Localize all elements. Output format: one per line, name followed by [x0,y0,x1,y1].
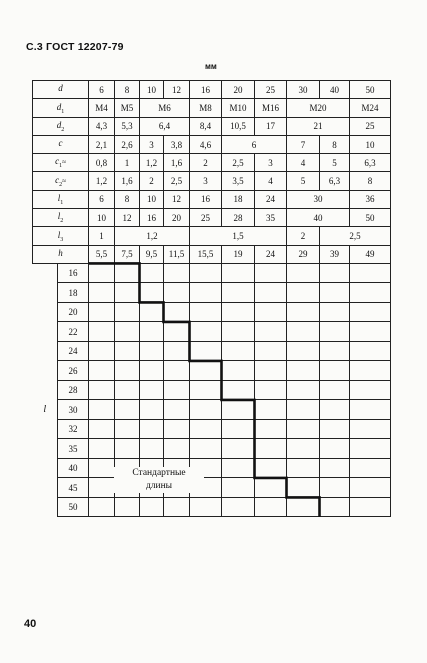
grid-cell [222,439,255,459]
grid-cell [320,439,350,459]
grid-cell [89,439,115,459]
length-row [33,400,391,420]
table-cell: 17 [255,117,287,135]
param-symbol: c [58,138,63,149]
grid-cell [89,380,115,400]
grid-cell [115,283,140,303]
grid-cell [164,439,190,459]
grid-cell [222,497,255,517]
table-cell: 4 [255,172,287,190]
grid-cell [164,361,190,381]
table-cell: 39 [320,245,350,263]
length-value: 30 [58,400,89,420]
length-row [33,497,391,517]
table-cell: 8 [350,172,391,190]
param-row [33,245,391,263]
grid-cell [115,263,140,283]
table-cell: 1,2 [115,227,190,245]
param-row [33,172,391,190]
table-cell: 3 [190,172,222,190]
table-cell: 6 [89,190,115,208]
length-axis-label [33,263,58,283]
table-cell: 36 [350,190,391,208]
grid-cell [115,419,140,439]
standard-label-line-1: Стандартные [132,468,186,478]
grid-cell [190,419,222,439]
grid-cell [89,478,115,498]
table-cell: 10 [350,135,391,153]
param-row [33,81,391,99]
grid-cell [140,302,164,322]
grid-cell [255,283,287,303]
table-cell: 3,8 [164,135,190,153]
grid-cell [222,380,255,400]
table-cell: 20 [222,81,255,99]
grid-cell [320,497,350,517]
length-axis-label [33,380,58,400]
table-cell: 21 [287,117,350,135]
table-cell: 12 [115,209,140,227]
grid-cell [320,400,350,420]
table-cell: 16 [190,190,222,208]
grid-cell [255,419,287,439]
table-cell: 6,3 [320,172,350,190]
unit-label: мм [205,62,217,71]
grid-cell [115,497,140,517]
table-cell: 0,8 [89,154,115,172]
param-label [33,227,89,245]
table-cell: 1,6 [164,154,190,172]
grid-cell [164,283,190,303]
length-value: 24 [58,341,89,361]
length-row [33,419,391,439]
table-cell: 2,6 [115,135,140,153]
length-row [33,263,391,283]
grid-cell [350,361,391,381]
grid-cell [89,400,115,420]
grid-cell [320,419,350,439]
length-axis-label [33,439,58,459]
grid-cell [115,361,140,381]
length-row [33,302,391,322]
grid-cell [320,341,350,361]
grid-cell [115,302,140,322]
grid-cell [164,322,190,342]
grid-cell [350,380,391,400]
table-cell: 8 [320,135,350,153]
grid-cell [350,400,391,420]
grid-cell [350,478,391,498]
length-axis-label [33,497,58,517]
grid-cell [115,400,140,420]
grid-cell [255,439,287,459]
param-subscript: 2 [59,181,63,188]
length-value: 26 [58,361,89,381]
table-cell: 4,6 [190,135,222,153]
table-cell: 5,5 [89,245,115,263]
param-label [33,245,89,263]
grid-cell [164,419,190,439]
table-cell: 8 [115,81,140,99]
table-cell: 6,4 [140,117,190,135]
grid-cell [287,419,320,439]
table-cell: 12 [164,190,190,208]
table-cell: 1,5 [190,227,287,245]
grid-cell [222,341,255,361]
length-row [33,341,391,361]
param-row [33,117,391,135]
grid-cell [255,478,287,498]
param-label [33,117,89,135]
grid-cell [320,283,350,303]
param-label [33,135,89,153]
table-cell: 2,5 [320,227,391,245]
grid-cell [89,419,115,439]
table-cell: 4,3 [89,117,115,135]
table-cell: 10,5 [222,117,255,135]
grid-cell [164,380,190,400]
grid-cell [190,380,222,400]
param-subscript: 1 [61,108,65,115]
table-cell: 6 [222,135,287,153]
table-cell: 3 [255,154,287,172]
grid-cell [222,458,255,478]
grid-cell [255,380,287,400]
page-header: С.3 ГОСТ 12207-79 [26,41,124,53]
grid-cell [222,478,255,498]
table-cell: 16 [190,81,222,99]
standard-label-line-2: длины [145,481,173,491]
grid-cell [350,419,391,439]
grid-cell [255,400,287,420]
param-subscript: 2 [60,218,64,225]
grid-cell [89,458,115,478]
grid-cell [115,322,140,342]
param-suffix: ≈ [62,158,66,167]
table-cell: 2 [140,172,164,190]
grid-cell [164,400,190,420]
table-cell: 10 [140,81,164,99]
length-row [33,478,391,498]
table-cell: 5 [320,154,350,172]
grid-cell [222,322,255,342]
table-cell: 49 [350,245,391,263]
table-cell: 25 [190,209,222,227]
grid-cell [190,497,222,517]
length-value: 40 [58,458,89,478]
grid-cell [89,497,115,517]
grid-cell [164,302,190,322]
param-row [33,209,391,227]
table-cell: M4 [89,99,115,117]
length-row [33,439,391,459]
table-cell: 24 [255,245,287,263]
length-axis-label [33,419,58,439]
param-row [33,99,391,117]
grid-cell [350,458,391,478]
table-cell: 7,5 [115,245,140,263]
grid-cell [350,497,391,517]
grid-cell [164,497,190,517]
table-cell: 10 [89,209,115,227]
table-cell: 29 [287,245,320,263]
table-cell: 8 [115,190,140,208]
table-cell: 40 [320,81,350,99]
length-value: 22 [58,322,89,342]
length-value: 35 [58,439,89,459]
grid-cell [287,322,320,342]
grid-cell [287,380,320,400]
grid-cell [287,458,320,478]
param-row [33,135,391,153]
grid-cell [140,322,164,342]
table-cell: 1,2 [140,154,164,172]
grid-cell [255,361,287,381]
grid-cell [287,283,320,303]
grid-cell [320,478,350,498]
param-subscript: 2 [61,126,65,133]
dimension-table [32,80,391,517]
grid-cell [89,322,115,342]
table-cell: 9,5 [140,245,164,263]
param-symbol: d [56,119,62,130]
table-cell: 50 [350,81,391,99]
param-suffix: ≈ [62,176,66,185]
table-cell: 35 [255,209,287,227]
length-row [33,322,391,342]
length-row [33,458,391,478]
length-row [33,283,391,303]
table-cell: 19 [222,245,255,263]
grid-cell [287,263,320,283]
param-subscript: 1 [59,163,63,170]
table-cell: 20 [164,209,190,227]
grid-cell [140,263,164,283]
table-cell: 16 [140,209,164,227]
grid-cell [115,439,140,459]
grid-cell [287,302,320,322]
grid-cell [255,302,287,322]
table-cell: 40 [287,209,350,227]
length-row [33,361,391,381]
param-row [33,227,391,245]
table-cell: 3 [140,135,164,153]
standard-lengths-label [114,467,204,493]
grid-cell [255,341,287,361]
grid-cell [255,458,287,478]
param-label [33,209,89,227]
length-axis-label [33,322,58,342]
grid-cell [287,341,320,361]
table-cell: 6,3 [350,154,391,172]
grid-cell [222,419,255,439]
grid-cell [164,263,190,283]
grid-cell [140,283,164,303]
table-cell: 6 [89,81,115,99]
grid-cell [350,322,391,342]
param-symbol: d [56,101,62,112]
table-cell: 1,2 [89,172,115,190]
table-cell: 2,5 [164,172,190,190]
grid-cell [287,400,320,420]
grid-cell [255,497,287,517]
param-row [33,154,391,172]
grid-cell [190,322,222,342]
param-symbol: c [55,156,60,167]
length-axis-label [33,361,58,381]
param-label [33,81,89,99]
length-value: 50 [58,497,89,517]
table-cell: M10 [222,99,255,117]
table-cell: 1,6 [115,172,140,190]
grid-cell [287,497,320,517]
grid-cell [222,263,255,283]
param-symbol: d [58,83,63,94]
grid-cell [255,263,287,283]
table-cell: 1 [115,154,140,172]
table-cell: M8 [190,99,222,117]
grid-cell [350,263,391,283]
param-symbol: h [58,247,63,258]
param-symbol: c [55,174,60,185]
table-cell: 11,5 [164,245,190,263]
table-cell: 2 [287,227,320,245]
grid-cell [190,283,222,303]
grid-cell [222,283,255,303]
length-value: 16 [58,263,89,283]
grid-cell [140,341,164,361]
param-label [33,154,89,172]
table-cell: 15,5 [190,245,222,263]
grid-cell [140,361,164,381]
grid-cell [190,400,222,420]
table-cell: M16 [255,99,287,117]
length-axis-label [33,458,58,478]
table-cell: 50 [350,209,391,227]
grid-cell [320,380,350,400]
grid-cell [222,302,255,322]
table-cell: 8,4 [190,117,222,135]
table-cell: M24 [350,99,391,117]
grid-cell [255,322,287,342]
table-cell: M5 [115,99,140,117]
length-axis-label [33,478,58,498]
grid-cell [350,283,391,303]
grid-cell [320,458,350,478]
table-cell: 1 [89,227,115,245]
table-cell: 30 [287,190,350,208]
length-axis-label [33,283,58,303]
grid-cell [164,341,190,361]
grid-cell [320,263,350,283]
grid-cell [320,322,350,342]
grid-cell [89,302,115,322]
length-value: 18 [58,283,89,303]
table-cell: 5,3 [115,117,140,135]
table-cell: 12 [164,81,190,99]
length-value: 20 [58,302,89,322]
table-cell: M20 [287,99,350,117]
table-cell: 10 [140,190,164,208]
grid-cell [350,302,391,322]
table-cell: 18 [222,190,255,208]
length-value: 32 [58,419,89,439]
grid-cell [140,400,164,420]
table-cell: M6 [140,99,190,117]
grid-cell [320,302,350,322]
table-cell: 2,1 [89,135,115,153]
table-cell: 24 [255,190,287,208]
grid-cell [140,380,164,400]
grid-cell [287,478,320,498]
table-cell: 30 [287,81,320,99]
length-axis-label: l [33,400,58,420]
grid-cell [190,302,222,322]
grid-cell [89,341,115,361]
grid-cell [190,361,222,381]
grid-cell [115,380,140,400]
grid-cell [287,361,320,381]
grid-cell [89,283,115,303]
param-row [33,190,391,208]
table-cell: 3,5 [222,172,255,190]
table-cell: 5 [287,172,320,190]
grid-cell [190,263,222,283]
length-axis-label [33,341,58,361]
length-value: 45 [58,478,89,498]
param-symbol: l [57,229,61,240]
grid-cell [222,361,255,381]
grid-cell [140,497,164,517]
grid-cell [320,361,350,381]
length-axis-label [33,302,58,322]
table-cell: 2,5 [222,154,255,172]
param-subscript: 3 [60,236,64,243]
grid-cell [140,419,164,439]
param-label [33,172,89,190]
param-symbol: l [57,211,61,222]
table-cell: 2 [190,154,222,172]
table-cell: 25 [350,117,391,135]
table-cell: 4 [287,154,320,172]
grid-cell [350,341,391,361]
table-cell: 7 [287,135,320,153]
grid-cell [222,400,255,420]
grid-cell [350,439,391,459]
grid-cell [115,341,140,361]
param-label [33,190,89,208]
grid-cell [89,361,115,381]
length-row [33,380,391,400]
grid-cell [140,439,164,459]
param-subscript: 1 [60,199,64,206]
grid-cell [287,439,320,459]
grid-cell [190,341,222,361]
param-symbol: l [57,193,61,204]
table-cell: 28 [222,209,255,227]
page-number: 40 [24,618,37,630]
param-label [33,99,89,117]
table-cell: 25 [255,81,287,99]
grid-cell [89,263,115,283]
length-value: 28 [58,380,89,400]
grid-cell [190,439,222,459]
